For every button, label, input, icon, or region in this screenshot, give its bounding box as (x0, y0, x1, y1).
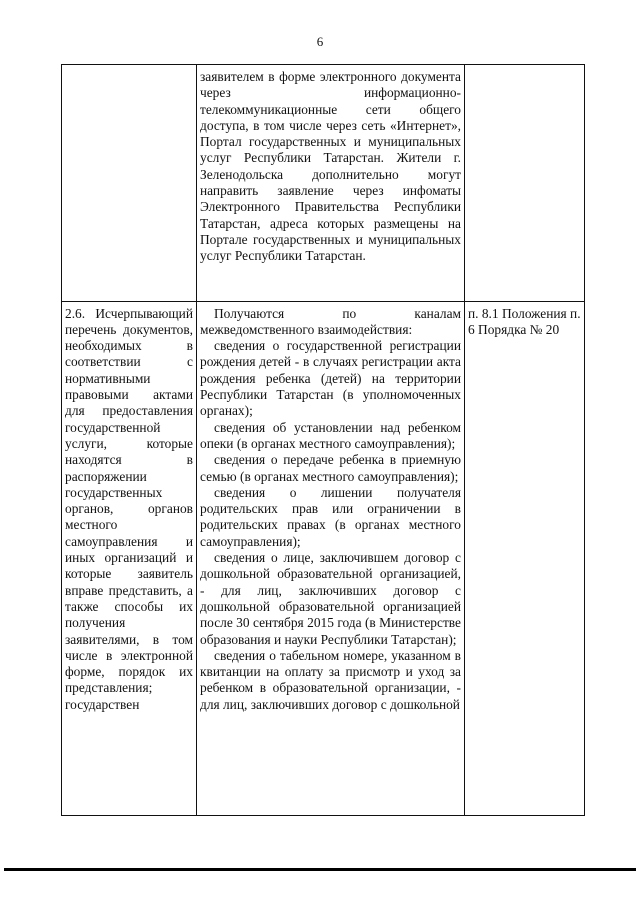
document-table (61, 64, 585, 816)
cell-text: 2.6. Исчерпывающий перечень документов, необходимых в соответствии с нормативными правовыми актами для предоставления государственной услуги, которые находятся в распоряжении государственных органов, органов местного самоуправления и иных организаций и которые заявитель вправе представить, а также способы их получения заявителями, в том числе в электронной форме, порядок их представления; государствен (65, 305, 193, 712)
cell-paragraph: Получаются по каналам межведомственного взаимодействия: (200, 305, 461, 337)
cell-paragraph: сведения о государственной регистрации рождения детей - в случаях регистрации акта рождения ребенка (детей) на территории Республики Татарстан (в уполномоченных органах); (200, 338, 461, 419)
table-cell-col2 (197, 65, 465, 302)
table-row (62, 65, 585, 302)
table-cell-col3 (465, 301, 585, 815)
page-number: 6 (316, 34, 324, 49)
cell-paragraph: сведения о лишении получателя родительских прав или ограничении в родительских правах (в органах местного самоуправления); (200, 484, 461, 549)
cell-reference: п. 8.1 Положения п. 6 Порядка № 20 (468, 305, 581, 337)
cell-paragraph: заявителем в форме электронного документа через информационно-телекоммуникационные сети общего доступа, в том числе через сеть «Интернет», Портал государственных и муниципальных услуг Республики Татарстан. Жители г. Зеленодольска дополнительно могут направить заявление через инфоматы Электронного Правительства Республики Татарстан, адреса которых размещены на Портале государственных и муниципальных услуг Республики Татарстан. (200, 69, 461, 264)
cell-text (465, 65, 584, 71)
table-cell-col3 (465, 65, 585, 302)
cell-paragraph: сведения об установлении над ребенком опеки (в органах местного самоуправления); (200, 419, 461, 451)
table-cell-col1 (62, 65, 197, 302)
cell-paragraph: сведения о передаче ребенка в приемную семью (в органах местного самоуправления); (200, 452, 461, 484)
cell-paragraph: сведения о табельном номере, указанном в квитанции на оплату за присмотр и уход за ребенком в образовательной организации, - для лиц, заключивших договор с дошкольной (200, 647, 461, 712)
cell-paragraph: сведения о лице, заключившем договор с дошкольной образовательной организацией, - для лиц, заключивших договор с дошкольной образовательной организацией после 30 сентября 2015 года (в Министерстве образования и науки Республики Татарстан); (200, 550, 461, 647)
scan-edge-line (4, 868, 636, 871)
cell-text (62, 65, 196, 71)
table-cell-col1 (62, 301, 197, 815)
table-row (62, 301, 585, 815)
table-cell-col2 (197, 301, 465, 815)
